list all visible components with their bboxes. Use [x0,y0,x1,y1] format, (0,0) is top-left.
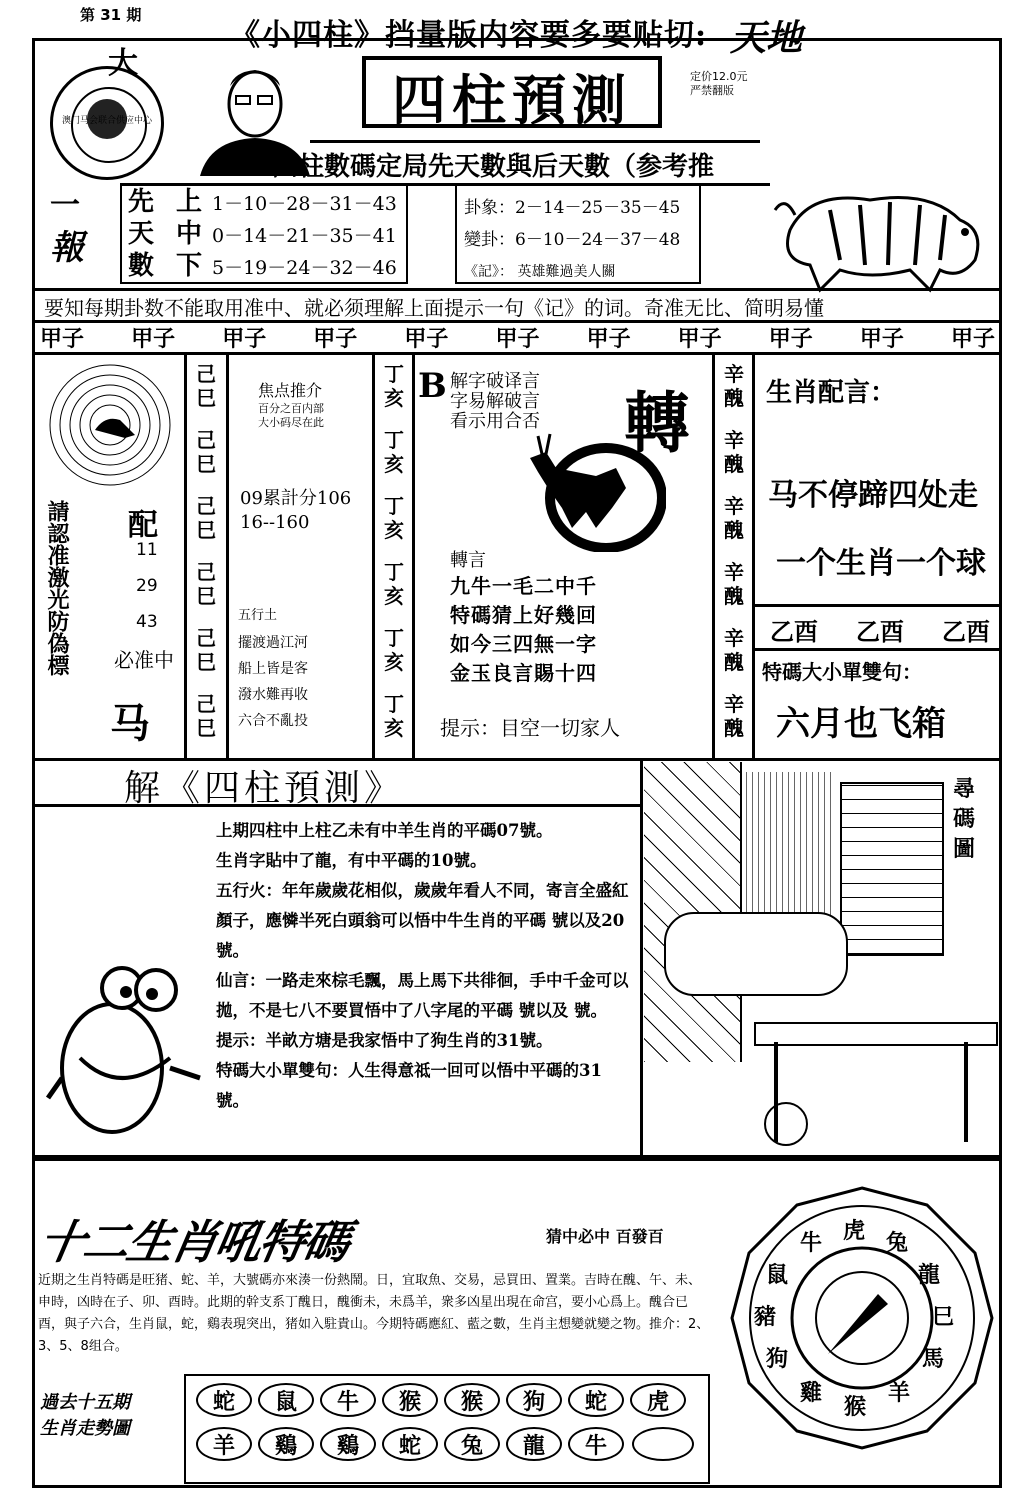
side-char-3: 報 [50,228,84,268]
wheel-label: 牛 [800,1230,823,1256]
bottom-text: 近期之生肖特碼是旺猪、蛇、羊，大號碼亦來湊一份熱鬧。日，宜取魚、交易，忌買田、置業。吉時在醜、午、未、申時，凶時在子、卯、酉時。此期的幹支系丁醜日，醜衝未，未爲羊，衆多凶星出現在命宫，要小心爲上。醜合已酉，與子六合，生肖鼠，蛇，鷄表現突出，猪如入駐貴山。今期特碼應紅、藍之數，生肖主想變就變之物。推介：2、3、5、8组合。 [38,1273,710,1354]
dinghai-column: 丁亥 丁亥 丁亥 丁亥 丁亥 丁亥 [384,362,404,740]
must-hit: 必准中 [114,648,174,672]
notice: 要知每期卦数不能取用准中、就必须理解上面提示一句《记》的词。奇准无比、简明易懂 [44,296,824,320]
center-hint: 提示：目空一切家人 [440,716,620,740]
bottom-logo: 十二生肖吼特碼 [34,1215,353,1269]
focus-lines: 擺渡過江河 船上皆是客 潑水難再收 六合不亂投 [238,635,308,729]
zodiac-cell: 龍 [506,1427,562,1461]
wheel-label: 巳 [932,1304,955,1330]
wheel-label: 馬 [922,1346,945,1372]
zodiac-cell: 鷄 [320,1427,376,1461]
deer-emblem [516,428,666,552]
tema-value: 六月也飞箱 [776,704,946,744]
zodiac-cell: 鷄 [258,1427,314,1461]
focus-sub2: 大小码尽在此 [258,416,324,429]
past-label: 過去十五期 生肖走勢圖 [40,1392,130,1439]
seal [50,66,164,180]
xunma-label: 尋碼圖 [944,774,984,864]
zodiac-cell: 虎 [630,1383,686,1417]
issue-number: 第 31 期 [80,6,142,24]
room-illustration [644,762,1000,1154]
yiyou-row: 乙酉 乙酉 乙酉 [770,617,990,646]
focus-score2: 16--160 [240,512,310,533]
jiazi-row: 甲子 甲子 甲子 甲子 甲子 甲子 甲子 甲子 甲子 甲子 甲子 [40,326,995,352]
wheel-label: 羊 [888,1380,911,1406]
zodiac-cell: 兔 [444,1427,500,1461]
mascot-drawing [40,928,210,1158]
right-line1: 马不停蹄四处走 [768,478,978,513]
zodiac-cell: 蛇 [196,1383,252,1417]
focus-wuxing: 五行土 [238,608,278,623]
center-poem: 九牛一毛二中千 特碼猜上好幾回 如今三四無一字 金玉良言賜十四 [450,574,597,685]
wheel-label: 豬 [754,1304,777,1330]
zodiac-cell: 狗 [506,1383,562,1417]
page-title: 四柱預測 [392,68,632,132]
zodiac-cell: 鼠 [258,1383,314,1417]
solve-title: 解《四柱預測》 [124,768,405,809]
tema-title: 特碼大小單雙句： [762,660,922,684]
col-numbers: 1－10－28－31－43 0－14－21－35－41 5－19－24－32－46 [212,193,397,279]
zodiac-cell: 牛 [568,1427,624,1461]
zodiac-cell-empty [632,1427,694,1461]
focus-sub1: 百分之百内部 [258,402,324,415]
tiger-drawing [770,170,1000,300]
price: 定价12.0元 [690,70,748,83]
focus-score1: 09累計分106 [240,488,352,509]
wheel-label: 鼠 [766,1262,789,1288]
right-line2: 一个生肖一个球 [776,546,986,581]
col-xian: 先 天 數 [128,187,155,281]
spiral-graphic [40,360,180,490]
xinchou-column: 辛醜 辛醜 辛醜 辛醜 辛醜 辛醜 [724,362,744,740]
wheel-label: 兔 [886,1230,909,1256]
focus-title: 焦点推介 [258,381,323,400]
pei-num-2: 29 [136,576,158,596]
wheel-label: 虎 [843,1218,866,1244]
zodiac-wheel [728,1184,996,1452]
side-char-1: 大 [108,46,138,81]
solve-text: 上期四柱中上柱乙未有中羊生肖的平碼07號。 生肖字貼中了龍，有中平碼的10號。 五行火：年年歲歲花相似，歲歲年看人不同，寄言全盛紅顏子，應憐半死白頭翁可以悟中牛生肖的平碼 號以及20號。 仙言：一路走來棕毛飄，馬上馬下共徘徊，手中千金可以拋，不是七八不要買悟中了八字尾的平碼 號以及 號。 提示：半畝方塘是我家悟中了狗生肖的31號。 特碼大小單雙句：人生得意祗一回可以悟中平碼的31號。 [216,821,629,1110]
wheel-label: 龍 [918,1262,941,1288]
jisi-column: 己巳 己巳 己巳 己巳 己巳 己巳 [196,362,216,740]
wheel-label: 雞 [800,1380,823,1406]
pei-label: 配 [128,508,158,543]
pei-num-1: 11 [136,540,158,560]
zhuanyan-label: 轉言 [450,550,486,571]
banner-word: 天地 [730,17,803,59]
pei-num-3: 43 [136,612,158,632]
zodiac-cell: 牛 [320,1383,376,1417]
zodiac-cell: 猴 [444,1383,500,1417]
zodiac-cell: 猴 [382,1383,438,1417]
zodiac-cell: 蛇 [568,1383,624,1417]
banner: 《小四柱》挡量版内容要多要贴切: [230,18,708,53]
wheel-label: 狗 [766,1346,789,1372]
big-zhuan: 轉 [624,384,690,462]
col-shang: 上 中 下 [176,187,203,281]
bottom-guess: 猜中必中 百發百 [546,1227,664,1246]
gua-lines: 卦象：2－14－25－35－45 變卦：6－10－24－37－48 《記》： 英雄難過美人關 [464,198,681,280]
zodiac-cell: 蛇 [382,1427,438,1461]
subtitle: 四柱數碼定局先天數與后天數（参考推 [272,152,715,182]
right-title: 生肖配言： [766,378,897,408]
b-letter: B [418,366,447,406]
anti-fake-note: 請認准激光防偽標 [44,500,70,676]
center-jie: 解字破译言 字易解破言 看示用合否 [450,371,540,432]
wheel-label: 猴 [844,1394,867,1420]
seal-text: 澳门马会联合供应中心 [61,116,152,126]
side-char-2: 一 [50,188,80,223]
no-copy: 严禁翻版 [690,84,734,97]
horse-char: 马 [110,700,150,747]
zodiac-cell: 羊 [196,1427,252,1461]
